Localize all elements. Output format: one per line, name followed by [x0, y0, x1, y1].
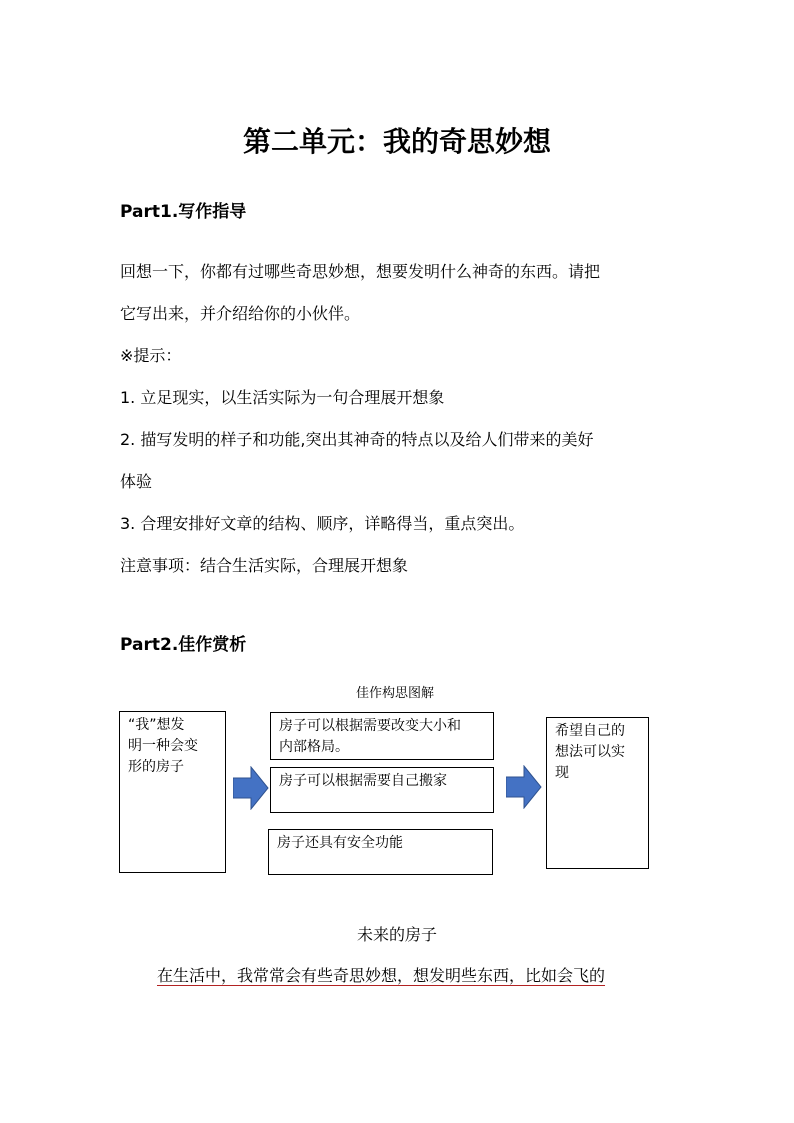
page-title: 第二单元：我的奇思妙想 — [242, 125, 551, 158]
idea-box — [119, 711, 226, 873]
tip-item: 2. 描写发明的样子和功能,突出其神奇的特点以及给人们带来的美好 — [120, 430, 594, 449]
tip-item: 1. 立足现实，以生活实际为一句合理展开想象 — [120, 388, 445, 407]
tips-label: ※提示： — [120, 346, 182, 365]
feature-line: 房子可以根据需要自己搬家 — [279, 773, 447, 789]
paragraph-line: 它写出来，并介绍给你的小伙伴。 — [120, 304, 361, 323]
part1-heading: Part1.写作指导 — [120, 202, 247, 222]
hope-line: 现 — [555, 765, 569, 781]
idea-line: 形的房子 — [128, 759, 184, 775]
part1-body — [120, 251, 680, 587]
diagram-caption: 佳作构思图解 — [355, 686, 434, 701]
feature-box — [270, 767, 494, 813]
feature-line: 房子还具有安全功能 — [277, 835, 403, 851]
essay-title: 未来的房子 — [356, 925, 437, 944]
essay-first-line: 在生活中，我常常会有些奇思妙想，想发明些东西，比如会飞的 — [157, 966, 606, 985]
feature-box — [268, 829, 493, 875]
feature-box — [270, 712, 494, 760]
feature-line: 内部格局。 — [279, 739, 349, 755]
right-arrow-icon — [506, 765, 542, 809]
right-arrow-icon — [233, 766, 269, 810]
tip-item: 3. 合理安排好文章的结构、顺序，详略得当，重点突出。 — [120, 514, 525, 533]
hope-box — [546, 717, 649, 869]
part2-heading: Part2.佳作赏析 — [120, 635, 247, 655]
tip-item-continued: 体验 — [120, 472, 153, 491]
idea-line: 明一种会变 — [128, 738, 198, 754]
idea-line: “我”想发 — [128, 717, 185, 733]
feature-line: 房子可以根据需要改变大小和 — [279, 718, 461, 734]
hope-line: 想法可以实 — [555, 744, 625, 760]
paragraph-line: 回想一下，你都有过哪些奇思妙想，想要发明什么神奇的东西。请把 — [120, 262, 601, 281]
hope-line: 希望自己的 — [555, 723, 625, 739]
notes-line: 注意事项：结合生活实际，合理展开想象 — [120, 556, 409, 575]
